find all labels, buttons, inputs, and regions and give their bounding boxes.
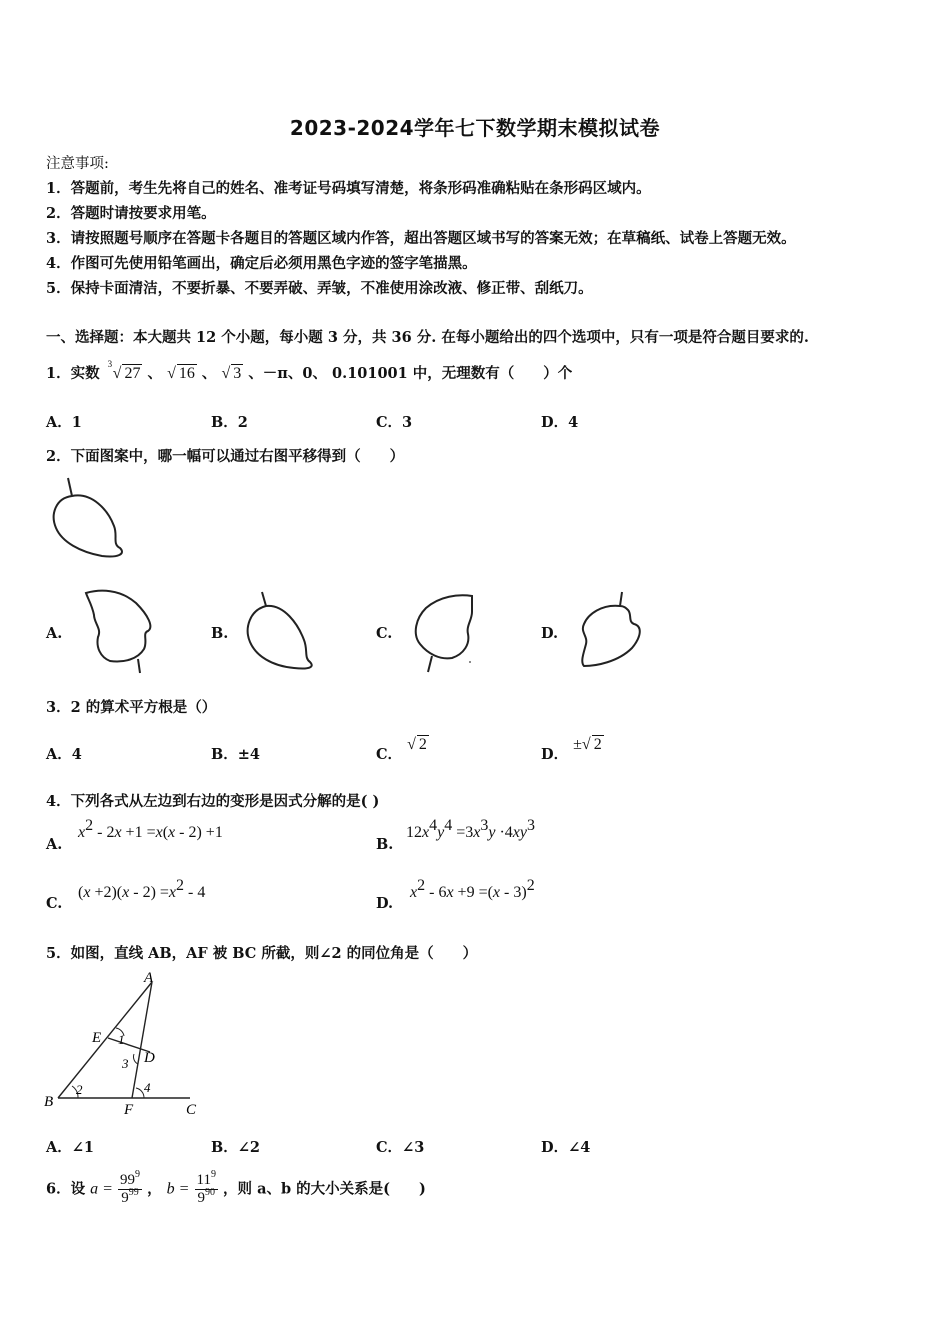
note-item: 4．作图可先使用铅笔画出，确定后必须用黑色字迹的签字笔描黑。 bbox=[46, 255, 477, 272]
q4-option-b-label: B. bbox=[376, 836, 394, 853]
q4-option-a-expr: $x^2 - 2x +1 =x(x - 2) +1$ bbox=[78, 817, 223, 841]
page-title: 2023-2024学年七下数学期末模拟试卷 bbox=[289, 116, 661, 140]
label-a: A bbox=[144, 970, 154, 986]
q4-option-c-expr: $(x +2)(x - 2) =x^2 - 4$ bbox=[78, 877, 206, 901]
q2-option-d-label: D. bbox=[541, 625, 559, 642]
sqrt-3: √ 3 bbox=[221, 365, 242, 382]
section-heading: 一、选择题：本大题共 12 个小题，每小题 3 分，共 36 分. 在每小题给出的四个选项中，只有一项是符合题目要求的. bbox=[46, 329, 809, 346]
question-5-stem: 5．如图，直线 AB，AF 被 BC 所截，则∠2 的同位角是（ ） bbox=[46, 945, 478, 962]
label-e: E bbox=[92, 1030, 102, 1046]
cube-root-27: √ 3 27 bbox=[107, 359, 141, 382]
label-b: B bbox=[44, 1094, 54, 1110]
q3-option-c: C． √ 2 bbox=[376, 736, 427, 763]
fraction-a: $\frac{99^9}{9^{99}}$ bbox=[120, 1169, 141, 1206]
question-6-stem: 6．设 a = $\frac{99^9}{9^{99}}$ ， b = $\frac{11^9}{9^{90}}$ ，则 a、b 的大小关系是( ) bbox=[46, 1169, 426, 1206]
q5-option-d: D．∠4 bbox=[541, 1139, 591, 1156]
q2-option-a-label: A. bbox=[46, 625, 63, 642]
q4-option-a-label: A. bbox=[46, 836, 63, 853]
geometry-figure bbox=[40, 968, 200, 1118]
leaf-reference-figure bbox=[46, 474, 136, 564]
q2-option-c-label: C. bbox=[376, 625, 393, 642]
q1-option-d: D．4 bbox=[541, 414, 579, 431]
q4-option-d-label: D. bbox=[376, 895, 394, 912]
angle-4: 4 bbox=[144, 1080, 151, 1095]
fraction-b: $\frac{11^9}{9^{90}}$ bbox=[196, 1169, 216, 1206]
q5-option-a: A．∠1 bbox=[46, 1139, 94, 1156]
q2-option-b-label: B. bbox=[211, 625, 229, 642]
q1-option-b: B．2 bbox=[211, 414, 248, 431]
question-3-stem: 3．2 的算术平方根是（） bbox=[46, 699, 217, 716]
note-item: 1．答题前，考生先将自己的姓名、准考证号码填写清楚，将条形码准确粘贴在条形码区域内。 bbox=[46, 180, 651, 197]
q1-option-a: A．1 bbox=[46, 414, 82, 431]
leaf-option-b-figure bbox=[240, 588, 320, 676]
question-1-stem: 1．实数 √ 3 27 、 √ 16 、 √ 3 、－π、0、 0.101001 中，无理数有（ ）个 bbox=[46, 359, 573, 382]
q4-option-b-expr: $12x^4y^4 =3x^3y \cdot 4xy^3$ bbox=[406, 817, 535, 841]
leaf-option-d-figure bbox=[572, 590, 648, 670]
q4-option-c-label: C. bbox=[46, 895, 63, 912]
q4-option-d-expr: $x^2 - 6x +9 =(x - 3)^2$ bbox=[410, 877, 535, 901]
q5-option-c: C．∠3 bbox=[376, 1139, 425, 1156]
question-2-stem: 2．下面图案中，哪一幅可以通过右图平移得到（ ） bbox=[46, 448, 405, 465]
angle-3: 3 bbox=[122, 1056, 129, 1071]
note-item: 2．答题时请按要求用笔。 bbox=[46, 205, 216, 222]
q3-option-d: D． ±√ 2 bbox=[541, 736, 602, 763]
q3-option-a: A．4 bbox=[46, 746, 82, 763]
label-d: D bbox=[144, 1050, 155, 1066]
note-item: 3．请按照题号顺序在答题卡各题目的答题区域内作答，超出答题区域书写的答案无效；在草稿纸、试卷上答题无效。 bbox=[46, 230, 796, 247]
q5-option-b: B．∠2 bbox=[211, 1139, 260, 1156]
sqrt-16: √ 16 bbox=[167, 365, 195, 382]
q1-option-c: C．3 bbox=[376, 414, 413, 431]
note-item: 5．保持卡面清洁，不要折暴、不要弄破、弄皱，不准使用涂改液、修正带、刮纸刀。 bbox=[46, 280, 593, 297]
notes-heading: 注意事项: bbox=[46, 156, 109, 172]
leaf-option-a-figure bbox=[80, 585, 160, 675]
angle-1: 1 bbox=[118, 1032, 125, 1047]
leaf-option-c-figure bbox=[410, 590, 490, 680]
q3-option-b: B．±4 bbox=[211, 746, 260, 763]
label-c: C bbox=[186, 1102, 197, 1118]
angle-2: 2 bbox=[76, 1082, 83, 1097]
question-4-stem: 4．下列各式从左边到右边的变形是因式分解的是( ) bbox=[46, 793, 380, 810]
label-f: F bbox=[124, 1102, 134, 1118]
